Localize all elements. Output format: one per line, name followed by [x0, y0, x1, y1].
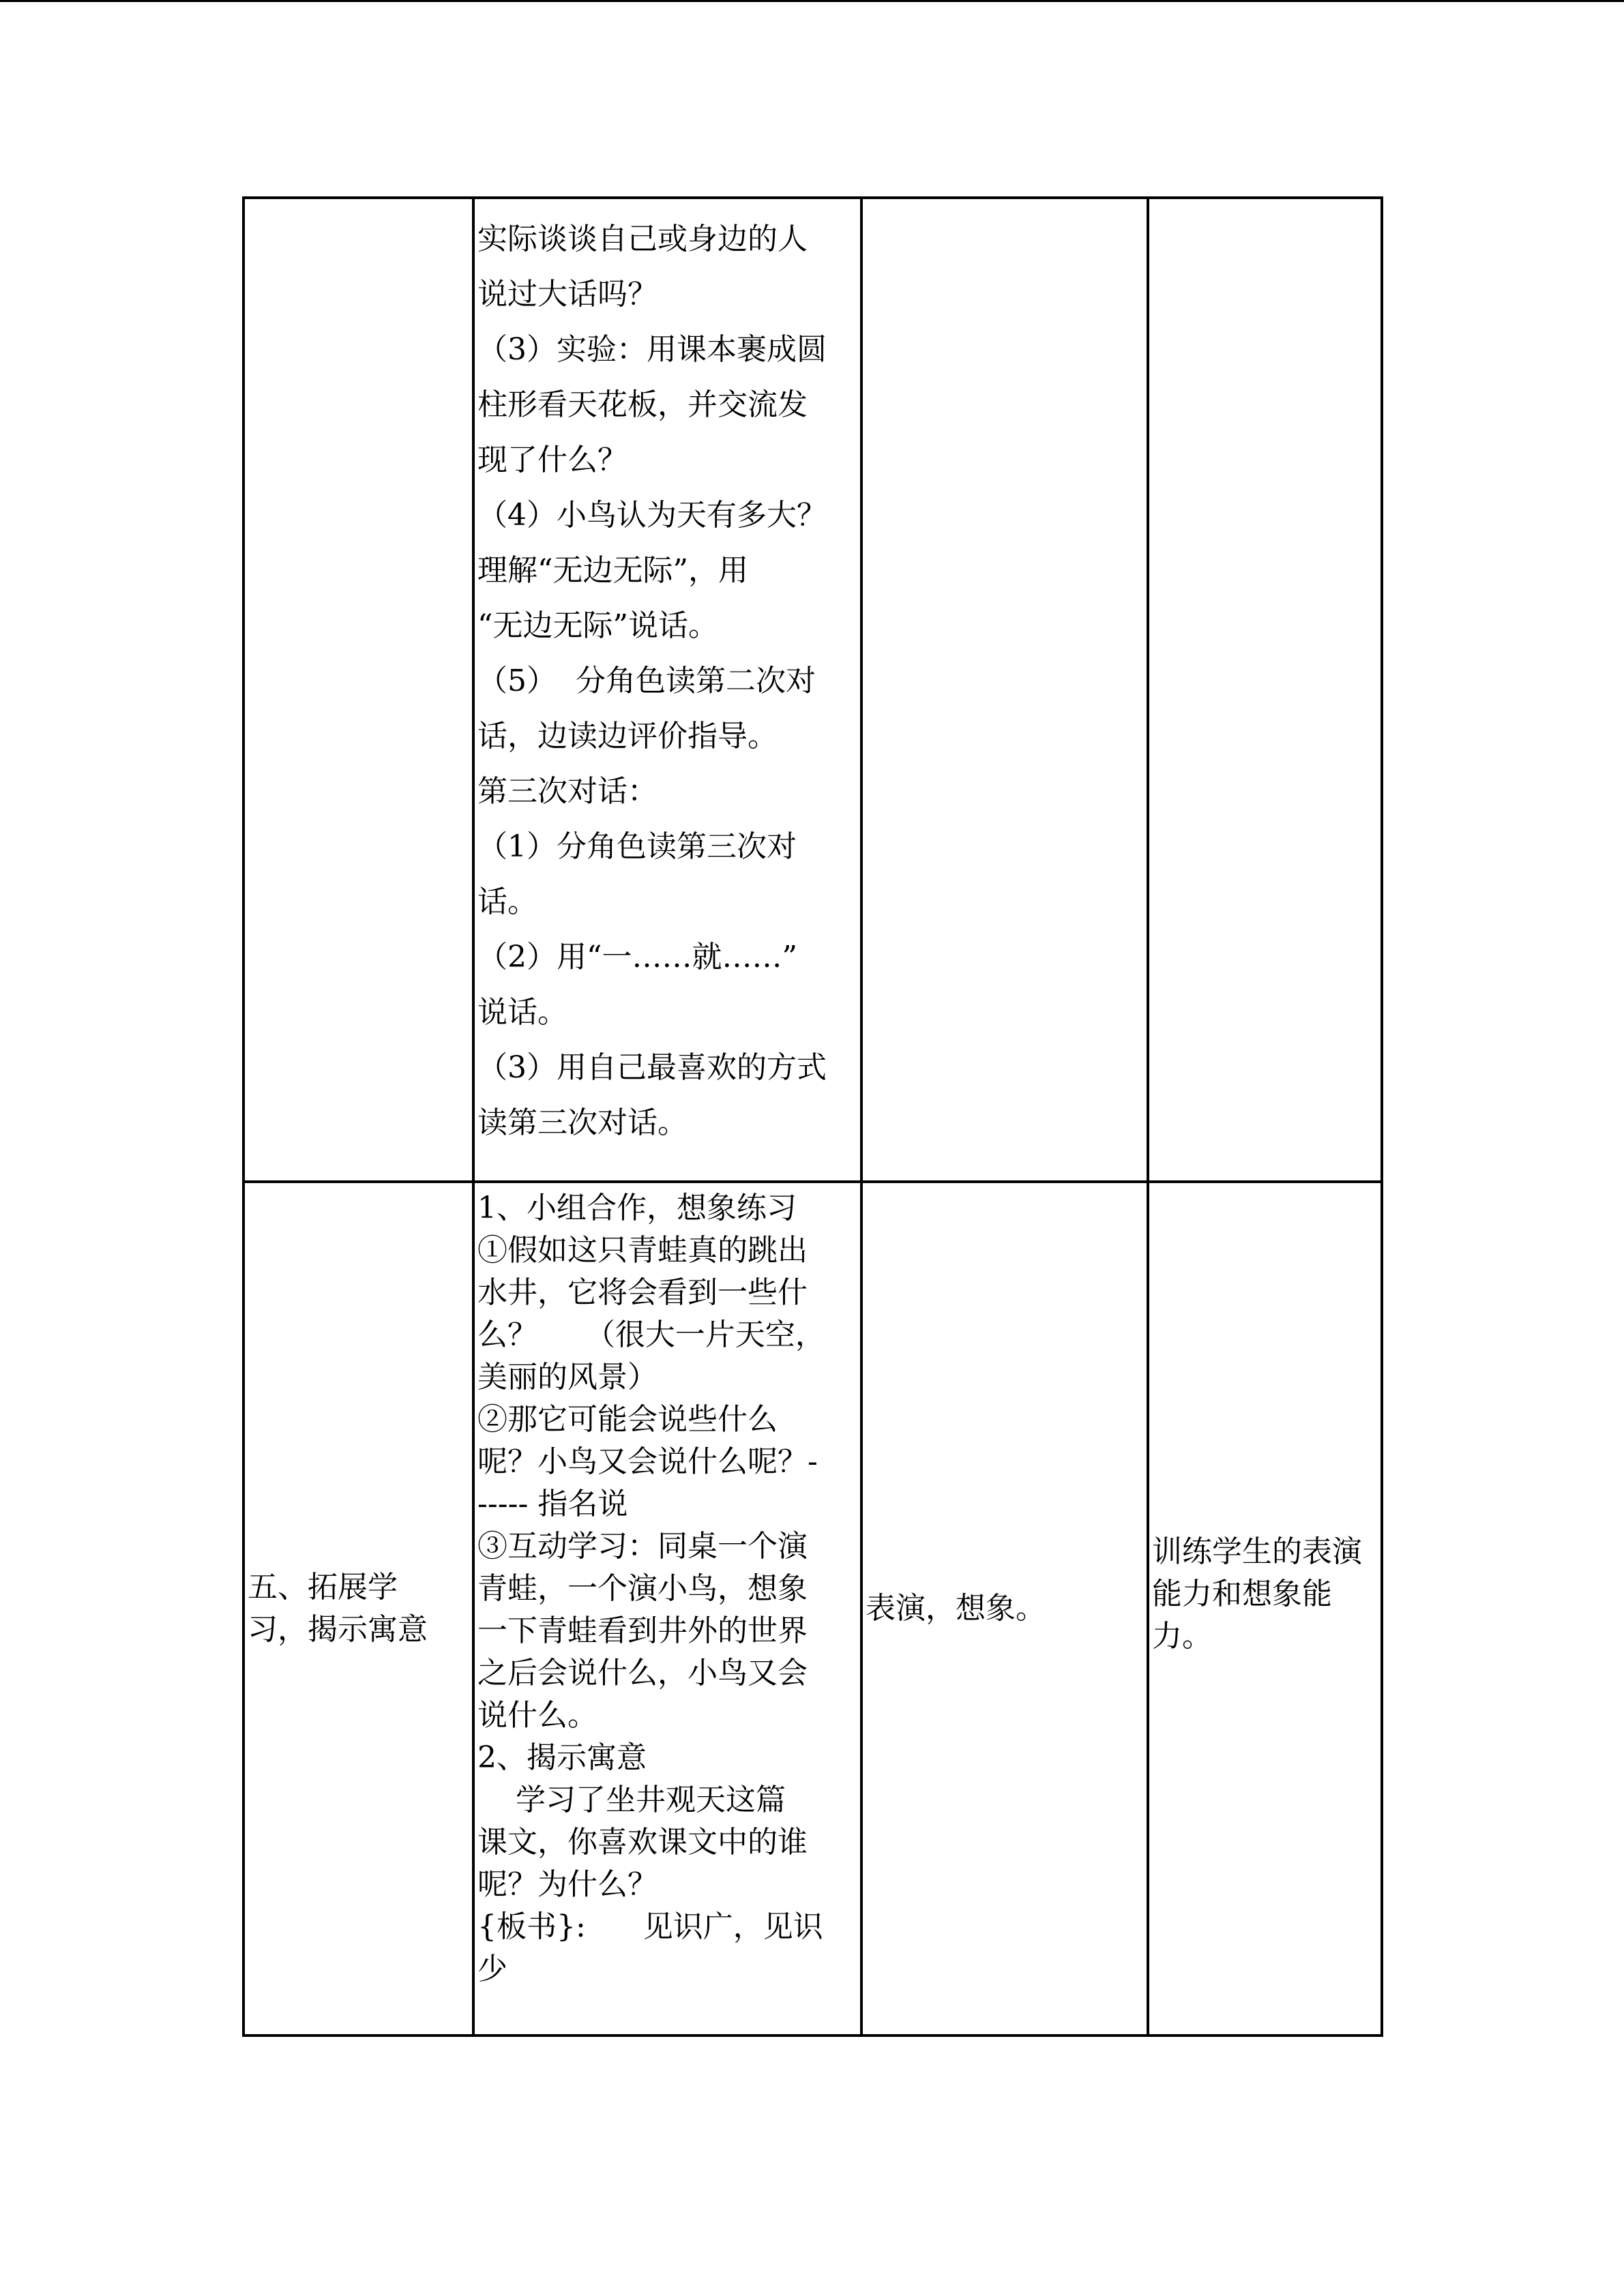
- text-line: ----- 指名说: [477, 1487, 628, 1521]
- lesson-plan-table: [242, 196, 1383, 2037]
- text-line: 之后会说什么，小鸟又会: [477, 1656, 808, 1690]
- text-line: 说什么。: [477, 1698, 597, 1733]
- table-row: [243, 198, 1382, 1182]
- text-line: 理解“无边无际”，用: [477, 553, 748, 588]
- text-line: 五、拓展学: [248, 1570, 398, 1605]
- student-activity-text: 表演，想象。: [866, 1591, 1046, 1626]
- text-line: {板书}: 见识广，见识: [477, 1909, 823, 1944]
- stage-cell: [243, 1182, 473, 2036]
- text-line: “无边无际”说话。: [477, 608, 718, 643]
- text-line: （2）用“一……就……”: [477, 940, 797, 974]
- text-line: 么？ （很大一片天空，: [477, 1317, 825, 1352]
- text-line: 1、小组合作，想象练习: [477, 1191, 797, 1225]
- stage-cell: [243, 198, 473, 1182]
- teacher-activity-cell: [473, 1182, 861, 2036]
- design-intent-cell: [1148, 198, 1382, 1182]
- text-line: 柱形看天花板，并交流发: [477, 387, 808, 422]
- text-line: 力。: [1152, 1619, 1212, 1654]
- student-activity-cell: [861, 1182, 1148, 2036]
- text-line: ②那它可能会说些什么: [477, 1402, 778, 1437]
- text-line: ③互动学习：同桌一个演: [477, 1529, 808, 1564]
- design-intent-cell: [1148, 1182, 1382, 2036]
- teacher-activity-text: [475, 1183, 860, 1991]
- text-line: 第三次对话：: [477, 774, 658, 809]
- text-line: 习，揭示寓意: [248, 1612, 428, 1647]
- stage-title: [245, 1566, 472, 1651]
- text-line: （4）小鸟认为天有多大？: [477, 498, 827, 533]
- text-line: 美丽的风景）: [477, 1360, 658, 1395]
- text-line: 话，边读边评价指导。: [477, 719, 778, 754]
- text-line: 2、揭示寓意: [477, 1740, 647, 1775]
- text-line: ①假如这只青蛙真的跳出: [477, 1233, 808, 1268]
- text-line: 读第三次对话。: [477, 1105, 688, 1140]
- text-line: 少: [477, 1952, 507, 1986]
- text-line: 训练学生的表演: [1152, 1534, 1362, 1569]
- text-line: 话。: [477, 884, 537, 919]
- text-line: 一下青蛙看到井外的世界: [477, 1613, 808, 1648]
- text-line: 水井，它将会看到一些什: [477, 1275, 808, 1310]
- teacher-activity-cell: [473, 198, 861, 1182]
- text-line: （3）实验：用课本裹成圆: [477, 332, 827, 367]
- text-line: 能力和想象能: [1152, 1577, 1332, 1611]
- student-activity-cell: [861, 198, 1148, 1182]
- page-top-border: [0, 0, 1624, 2]
- text-line: 呢？小鸟又会说什么呢？-: [477, 1444, 818, 1479]
- teacher-activity-text: [475, 199, 860, 1150]
- table-row: [243, 1182, 1382, 2036]
- text-line: （3）用自己最喜欢的方式: [477, 1050, 827, 1085]
- text-line: 呢？为什么？: [477, 1867, 658, 1902]
- text-line: 学习了坐井观天这篇: [477, 1783, 786, 1817]
- text-line: 课文，你喜欢课文中的谁: [477, 1825, 808, 1860]
- text-line: （5） 分角色读第二次对: [477, 664, 816, 698]
- design-intent-text: [1149, 1183, 1381, 1658]
- text-line: 实际谈谈自己或身边的人: [477, 222, 808, 256]
- text-line: 青蛙，一个演小鸟，想象: [477, 1571, 808, 1606]
- text-line: 说话。: [477, 995, 567, 1030]
- text-line: 说过大话吗？: [477, 277, 658, 312]
- text-line: （1）分角色读第三次对: [477, 829, 797, 864]
- text-line: 现了什么？: [477, 443, 628, 477]
